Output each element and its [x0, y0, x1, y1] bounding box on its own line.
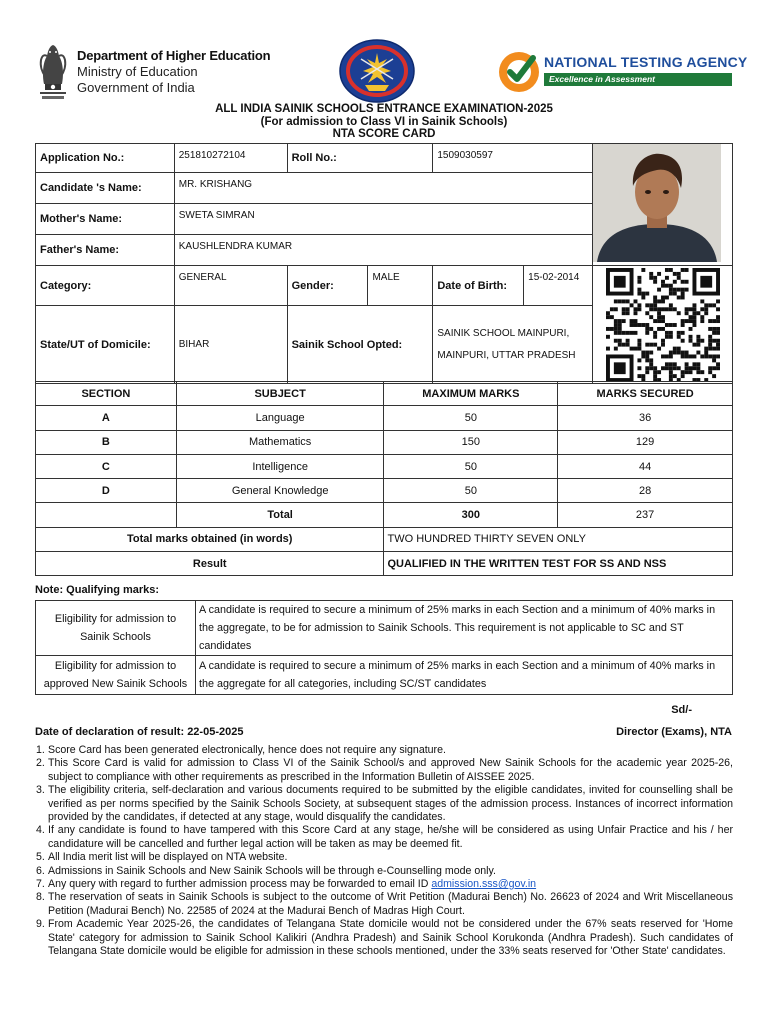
- note-text: If any candidate is found to have tampered with this Score Card at any stage, he/she will be considered as using Unfair Practice and his / her candidature will be cancelled and further legal action will be taken as may be deemed fit.: [48, 824, 733, 850]
- max-cell: 150: [384, 430, 558, 454]
- note-text: From Academic Year 2025-26, the candidates of Telangana State domicile would not be considered under the 67% seats reserved for 'Home State' category for admission to Sainik School Kalikiri (Andhra Pradesh) and Sainik School Korukonda (Andhra Pradesh). Such candidates of Telangana State domicile would be eligible for admission in these schools mentioned, under the 33% seats reserved for 'Other State' candidates.: [48, 918, 733, 958]
- secured-cell: 28: [558, 479, 733, 503]
- table-row: [36, 479, 733, 503]
- eligibility-text: A candidate is required to secure a minimum of 25% marks in each Section and a minimum of 40% marks in the aggregate, to be for admission to Sainik Schools. This requirement is not applicable to SC and ST candidates: [196, 601, 733, 656]
- note-number: 7.: [36, 878, 45, 891]
- list-item: [36, 757, 733, 784]
- nta-tagline: Excellence in Assessment: [544, 73, 732, 86]
- note-number: 9.: [36, 918, 45, 931]
- subject-cell: Intelligence: [176, 454, 384, 478]
- category-label: Category:: [36, 266, 175, 306]
- candidate-photo: [593, 144, 721, 262]
- dept-line-3: Government of India: [77, 80, 195, 95]
- qualifying-title: Note: Qualifying marks:: [35, 584, 160, 596]
- note-number: 4.: [36, 824, 45, 837]
- words-label: Total marks obtained (in words): [36, 527, 384, 551]
- section-cell: C: [36, 454, 177, 478]
- note-number: 2.: [36, 757, 45, 770]
- header-marks-secured: MARKS SECURED: [558, 382, 733, 406]
- score-card-title: NTA SCORE CARD: [332, 128, 436, 140]
- page-header: [0, 0, 768, 104]
- header-subject: SUBJECT: [176, 382, 384, 406]
- school-label: Sainik School Opted:: [287, 306, 433, 384]
- note-text: Any query with regard to further admission process may be forwarded to email ID: [48, 878, 432, 891]
- email-link[interactable]: admission.sss@gov.in: [431, 878, 537, 891]
- table-row: [36, 406, 733, 430]
- exam-titles: [0, 103, 768, 141]
- secured-cell: 129: [558, 430, 733, 454]
- gender-value: MALE: [368, 266, 433, 306]
- header-max-marks: MAXIMUM MARKS: [384, 382, 558, 406]
- words-value: TWO HUNDRED THIRTY SEVEN ONLY: [384, 527, 733, 551]
- list-item: [36, 784, 733, 824]
- dept-line-2: Ministry of Education: [77, 64, 198, 79]
- application-label: Application No.:: [36, 144, 175, 173]
- table-row: [36, 430, 733, 454]
- photo-cell: [593, 144, 733, 266]
- signature-sd: Sd/-: [671, 704, 692, 716]
- school-value: [433, 306, 593, 384]
- total-label: Total: [176, 503, 384, 527]
- table-row: [36, 601, 733, 656]
- dob-label: Date of Birth:: [433, 266, 524, 306]
- note-number: 3.: [36, 784, 45, 797]
- eligibility-label-line-1: Eligibility for admission to: [54, 660, 177, 672]
- max-cell: 50: [384, 479, 558, 503]
- eligibility-text: A candidate is required to secure a minimum of 25% marks in each Section and a minimum of 40% marks in the aggregate for all categories, including SC/ST candidates: [196, 656, 733, 695]
- section-cell: B: [36, 430, 177, 454]
- section-cell: D: [36, 479, 177, 503]
- note-text: The reservation of seats in Sainik Schools is subject to the outcome of Writ Petition (Madurai Bench) No. 26623 of 2024 and Writ Miscellaneous Petition (Madurai Bench) No. 22585 of 2024 at the Madurai Bench of Madras High Court.: [48, 891, 733, 917]
- school-line-2: MAINPURI, UTTAR PRADESH: [437, 349, 576, 361]
- sainik-schools-society-logo: [339, 39, 415, 103]
- header-section: SECTION: [36, 382, 177, 406]
- qr-code-icon: [606, 268, 720, 382]
- qualifying-table: [35, 600, 733, 695]
- note-text: This Score Card is valid for admission to Class VI of the Sainik School/s and approved New Sainik Schools for the academic year 2025-26, subject to compliance with other requirements as prescribed in the Information Bulletin of AISSEE 2025.: [48, 757, 733, 783]
- nta-name: NATIONAL TESTING AGENCY: [544, 54, 748, 70]
- result-row: [36, 552, 733, 576]
- gender-label: Gender:: [287, 266, 368, 306]
- total-secured: 237: [558, 503, 733, 527]
- marks-table: [35, 381, 733, 576]
- list-item: [36, 918, 733, 958]
- exam-subtitle: (For admission to Class VI in Sainik Schools): [260, 115, 508, 128]
- roll-no: 1509030597: [433, 144, 593, 173]
- eligibility-label: [36, 656, 196, 695]
- result-value: QUALIFIED IN THE WRITTEN TEST FOR SS AND NSS: [384, 552, 733, 576]
- declaration-date: Date of declaration of result: 22-05-2025: [35, 726, 244, 738]
- eligibility-label-line-2: Sainik Schools: [80, 631, 151, 643]
- section-cell: A: [36, 406, 177, 430]
- category-value: GENERAL: [174, 266, 287, 306]
- application-no: 251810272104: [174, 144, 287, 173]
- note-text-with-link: [48, 878, 733, 891]
- candidate-name-label: Candidate 's Name:: [36, 172, 175, 203]
- list-item: [36, 824, 733, 851]
- table-row: [36, 454, 733, 478]
- dob-value: 15-02-2014: [524, 266, 593, 306]
- note-number: 1.: [36, 744, 45, 756]
- nta-logo-icon: [497, 46, 541, 94]
- secured-cell: 44: [558, 454, 733, 478]
- result-label: Result: [36, 552, 384, 576]
- father-name: KAUSHLENDRA KUMAR: [174, 234, 592, 265]
- list-item: [36, 878, 733, 891]
- mother-name: SWETA SIMRAN: [174, 203, 592, 234]
- national-emblem-icon: [36, 40, 70, 102]
- secured-cell: 36: [558, 406, 733, 430]
- notes-list: [36, 744, 733, 959]
- department-block: [77, 48, 270, 96]
- dept-line-1: Department of Higher Education: [77, 48, 271, 63]
- max-cell: 50: [384, 406, 558, 430]
- total-max: 300: [384, 503, 558, 527]
- subject-cell: Language: [176, 406, 384, 430]
- eligibility-label-line-2: approved New Sainik Schools: [43, 678, 188, 690]
- state-label: State/UT of Domicile:: [36, 306, 175, 384]
- father-name-label: Father's Name:: [36, 234, 175, 265]
- note-text: All India merit list will be displayed on NTA website.: [48, 851, 288, 864]
- note-text: The eligibility criteria, self-declaration and various documents required to be submitted by the eligible candidates, invited for counselling shall be verified as per norms specified by the Sainik Schools Society, at subsequent stages of the admission process. Instances of incorrect information provided by the candidates, if detected at any stage, would disqualify the candidates.: [48, 784, 733, 824]
- qr-cell: [593, 266, 733, 384]
- candidate-info-table: [35, 143, 733, 384]
- words-row: [36, 527, 733, 551]
- note-number: 8.: [36, 891, 45, 904]
- list-item: [36, 891, 733, 918]
- list-item: [36, 865, 733, 878]
- list-item: [36, 744, 733, 757]
- candidate-name: MR. KRISHANG: [174, 172, 592, 203]
- school-line-1: SAINIK SCHOOL MAINPURI,: [437, 327, 570, 339]
- total-empty-cell: [36, 503, 177, 527]
- note-number: 5.: [36, 851, 45, 864]
- roll-label: Roll No.:: [287, 144, 433, 173]
- max-cell: 50: [384, 454, 558, 478]
- total-row: [36, 503, 733, 527]
- note-number: 6.: [36, 864, 45, 877]
- eligibility-label-line-1: Eligibility for admission to: [54, 613, 177, 625]
- marks-header-row: [36, 382, 733, 406]
- mother-name-label: Mother's Name:: [36, 203, 175, 234]
- state-value: BIHAR: [174, 306, 287, 384]
- list-item: [36, 851, 733, 864]
- note-text: Admissions in Sainik Schools and New Sainik Schools will be through e-Counselling mode only.: [48, 864, 496, 877]
- subject-cell: Mathematics: [176, 430, 384, 454]
- exam-title: ALL INDIA SAINIK SCHOOLS ENTRANCE EXAMINATION-2025: [215, 103, 553, 115]
- director-title: Director (Exams), NTA: [616, 726, 732, 738]
- note-text: Score Card has been generated electronically, hence does not require any signature.: [48, 744, 446, 756]
- subject-cell: General Knowledge: [176, 479, 384, 503]
- table-row: [36, 656, 733, 695]
- eligibility-label: [36, 601, 196, 656]
